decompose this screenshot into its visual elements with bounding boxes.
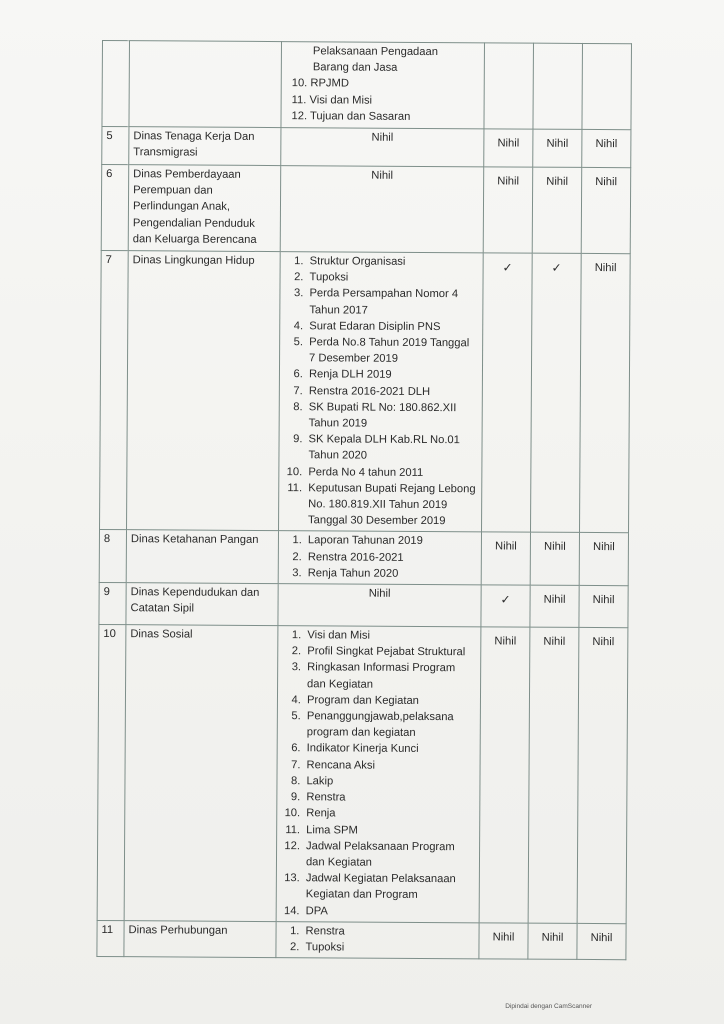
status-cell: Nihil	[530, 533, 579, 586]
document-list	[281, 42, 485, 129]
list-item: 1. Renstra	[303, 923, 475, 940]
list-item: 11. Visi dan Misi	[291, 93, 373, 107]
document-list	[279, 252, 484, 533]
document-table	[96, 40, 632, 960]
status-cell: Nihil	[533, 129, 582, 167]
list-item: 8. SK Bupati RL No: 180.862.XII Tahun 2019	[306, 399, 478, 432]
list-item: 10. Perda No 4 tahun 2011	[305, 464, 477, 481]
list-item: 11. Keputusan Bupati Rejang Lebong No. 180.819.XII Tahun 2019 Tanggal 30 Desember 2019	[305, 480, 477, 530]
status-cell	[582, 43, 632, 129]
document-list	[278, 531, 481, 585]
document-list	[276, 626, 481, 923]
row-number: 8	[99, 530, 126, 583]
status-cell: Nihil	[528, 627, 579, 923]
status-cell: Nihil	[532, 167, 582, 253]
list-item: 6. Indikator Kinerja Kunci	[304, 741, 476, 758]
agency-name: Dinas Tenaga Kerja Dan Transmigrasi	[129, 127, 281, 166]
agency-name: Dinas Sosial	[124, 625, 278, 922]
list-item: 14. DPA	[303, 903, 475, 920]
check-mark: ✓	[530, 253, 581, 533]
list-item: 4. Program dan Kegiatan	[304, 692, 476, 709]
list-item: 8. Lakip	[303, 773, 475, 790]
list-item: 2. Tupoksi	[307, 269, 479, 286]
list-item: 5. Perda No.8 Tahun 2019 Tanggal 7 Desember 2019	[306, 334, 478, 367]
table-row	[102, 41, 632, 130]
list-item: Barang dan Jasa	[312, 61, 398, 75]
status-cell: Nihil	[577, 923, 626, 960]
row-number: 7	[100, 250, 129, 530]
agency-name: Dinas Lingkungan Hidup	[127, 251, 281, 531]
status-cell: Nihil	[481, 532, 530, 585]
list-item: 7. Rencana Aksi	[304, 757, 476, 774]
check-mark: ✓	[481, 253, 532, 533]
list-item: 2. Renstra 2016-2021	[305, 549, 477, 566]
table-row	[102, 127, 631, 168]
list-item: 9. Renstra	[303, 789, 475, 806]
list-item: 1. Laporan Tahunan 2019	[305, 533, 477, 550]
row-number: 6	[101, 165, 129, 251]
table-row	[97, 920, 626, 960]
list-item: 1. Struktur Organisasi	[307, 253, 479, 270]
row-number: 11	[97, 920, 124, 957]
document-list: Nihil	[281, 128, 484, 167]
check-mark: ✓	[481, 585, 530, 627]
status-cell	[533, 43, 583, 129]
table-row	[101, 165, 631, 254]
status-cell: Nihil	[577, 627, 628, 923]
list-item: 11. Lima SPM	[303, 822, 475, 839]
list-item: 6. Renja DLH 2019	[306, 367, 478, 384]
list-item: 12. Jadwal Pelaksanaan Program dan Kegiatan	[303, 838, 475, 871]
list-item: 4. Surat Edaran Disiplin PNS	[306, 318, 478, 335]
row-number: 9	[99, 583, 126, 625]
agency-name: Dinas Kependudukan dan Catatan Sipil	[126, 583, 278, 626]
status-cell: Nihil	[484, 129, 533, 167]
list-item: 3. Renja Tahun 2020	[305, 565, 477, 582]
document-list	[276, 921, 479, 959]
list-item: 3. Perda Persampahan Nomor 4 Tahun 2017	[306, 286, 478, 319]
status-cell: Nihil	[530, 585, 579, 627]
list-item: 12. Tujuan dan Sasaran	[291, 109, 411, 123]
table-row	[99, 530, 628, 586]
agency-name	[129, 41, 282, 128]
list-item: Pelaksanaan Pengadaan	[312, 45, 439, 59]
status-cell: Nihil	[528, 923, 577, 960]
agency-name: Dinas Ketahanan Pangan	[126, 530, 278, 584]
list-item: 1. Visi dan Misi	[304, 627, 476, 644]
table-row	[100, 250, 631, 533]
list-item: 10. RPJMD	[291, 77, 349, 90]
status-cell: Nihil	[483, 167, 533, 253]
agency-name: Dinas Pemberdayaan Perempuan dan Perlindungan Anak, Pengendalian Penduduk dan Keluarga Berencana	[128, 165, 281, 252]
status-cell: Nihil	[479, 627, 530, 923]
status-cell: Nihil	[581, 167, 631, 253]
row-number: 10	[97, 625, 126, 921]
document-list: Nihil	[278, 584, 481, 627]
status-cell: Nihil	[582, 129, 631, 167]
status-cell: Nihil	[579, 533, 628, 586]
list-item: 7. Renstra 2016-2021 DLH	[306, 383, 478, 400]
list-item: 10. Renja	[303, 806, 475, 823]
scanner-watermark: Dipindai dengan CamScanner	[505, 1003, 592, 1010]
status-cell: Nihil	[579, 253, 630, 533]
document-list: Nihil	[280, 166, 484, 253]
list-item: 2. Profil Singkat Pejabat Struktural	[304, 644, 476, 661]
table-row	[97, 625, 628, 924]
list-item: 5. Penanggungjawab,pelaksana program dan kegiatan	[304, 708, 476, 741]
list-item: 2. Tupoksi	[302, 939, 474, 956]
status-cell: Nihil	[579, 585, 628, 627]
status-cell: Nihil	[479, 923, 528, 960]
row-number	[102, 41, 130, 127]
list-item: 3. Ringkasan Informasi Program dan Kegiatan	[304, 660, 476, 693]
row-number: 5	[102, 127, 129, 165]
agency-name: Dinas Perhubungan	[124, 920, 276, 957]
status-cell	[484, 43, 534, 129]
list-item: 9. SK Kepala DLH Kab.RL No.01 Tahun 2020	[305, 431, 477, 464]
list-item: 13. Jadwal Kegiatan Pelaksanaan Kegiatan dan Program	[303, 870, 475, 903]
table-row	[99, 583, 628, 628]
